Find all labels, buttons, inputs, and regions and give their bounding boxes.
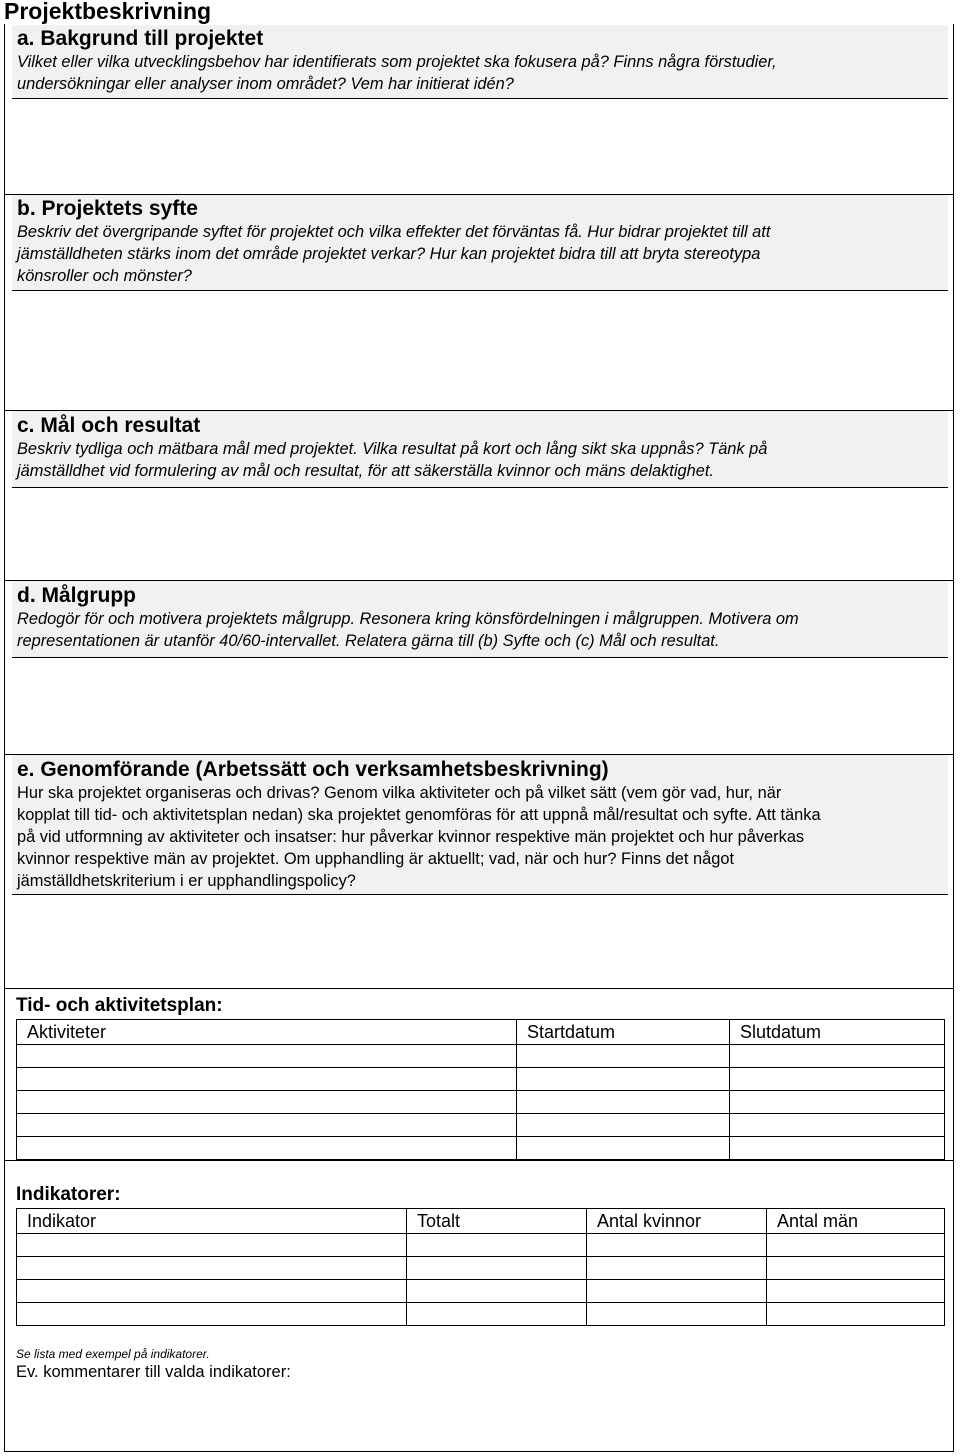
section-e-line-4: kvinnor respektive män av projektet. Om upphandling är aktuellt; vad, när och hur? Finns det något bbox=[17, 850, 735, 868]
table-cell[interactable] bbox=[407, 1280, 587, 1303]
table-cell[interactable] bbox=[767, 1257, 945, 1280]
section-b-answer-area[interactable] bbox=[12, 292, 948, 410]
table-row bbox=[17, 1280, 945, 1303]
section-b-header bbox=[12, 195, 948, 291]
table-cell[interactable] bbox=[767, 1280, 945, 1303]
page-title: Projektbeskrivning bbox=[4, 0, 212, 24]
table-cell[interactable] bbox=[17, 1091, 517, 1114]
indicators-table bbox=[16, 1208, 945, 1326]
section-d-header bbox=[12, 581, 948, 658]
section-a-line-1: Vilket eller vilka utvecklingsbehov har identifierats som projektet ska fokusera på? Finns några förstudier, bbox=[17, 53, 777, 71]
column-header-antal-man: Antal män bbox=[767, 1209, 945, 1234]
table-header-row bbox=[17, 1209, 945, 1234]
table-cell[interactable] bbox=[730, 1114, 945, 1137]
section-c-answer-area[interactable] bbox=[12, 489, 948, 580]
section-e-heading: e. Genomförande (Arbetssätt och verksamhetsbeskrivning) bbox=[17, 758, 609, 781]
section-d-line-1: Redogör för och motivera projektets målgrupp. Resonera kring könsfördelningen i målgruppen. Motivera om bbox=[17, 610, 799, 628]
section-e-answer-area[interactable] bbox=[12, 896, 948, 988]
table-cell[interactable] bbox=[587, 1234, 767, 1257]
section-e-line-2: kopplat till tid- och aktivitetsplan nedan) ska projektet genomföras för att uppnå mål/resultat och syfte. Att tänka bbox=[17, 806, 821, 824]
section-e-line-5: jämställdhetskriterium i er upphandlingspolicy? bbox=[17, 872, 356, 890]
table-row bbox=[17, 1114, 945, 1137]
section-e-line-1: Hur ska projektet organiseras och drivas? Genom vilka aktiviteter och på vilket sätt (vem gör vad, hur, när bbox=[17, 784, 782, 802]
table-cell[interactable] bbox=[587, 1280, 767, 1303]
table-cell[interactable] bbox=[730, 1045, 945, 1068]
table-row bbox=[17, 1045, 945, 1068]
table-cell[interactable] bbox=[17, 1280, 407, 1303]
table-cell[interactable] bbox=[407, 1257, 587, 1280]
table-cell[interactable] bbox=[517, 1068, 730, 1091]
section-divider bbox=[4, 988, 954, 989]
table-row bbox=[17, 1257, 945, 1280]
table-row bbox=[17, 1091, 945, 1114]
column-header-aktiviteter: Aktiviteter bbox=[17, 1020, 517, 1045]
section-d-heading: d. Målgrupp bbox=[17, 584, 136, 607]
column-header-startdatum: Startdatum bbox=[517, 1020, 730, 1045]
section-d-answer-area[interactable] bbox=[12, 659, 948, 754]
section-b-line-3: könsroller och mönster? bbox=[17, 267, 192, 285]
indicator-comments-label: Ev. kommentarer till valda indikatorer: bbox=[16, 1363, 291, 1381]
table-row bbox=[17, 1303, 945, 1326]
table-cell[interactable] bbox=[517, 1045, 730, 1068]
column-header-antal-kvinnor: Antal kvinnor bbox=[587, 1209, 767, 1234]
section-a-answer-area[interactable] bbox=[12, 100, 948, 194]
table-row bbox=[17, 1068, 945, 1091]
section-b-heading: b. Projektets syfte bbox=[17, 197, 198, 220]
table-header-row bbox=[17, 1020, 945, 1045]
table-cell[interactable] bbox=[17, 1303, 407, 1326]
section-c-line-2: jämställdhet vid formulering av mål och resultat, för att säkerställa kvinnor och mäns delaktighet. bbox=[17, 462, 714, 480]
section-a-header bbox=[12, 25, 948, 99]
activity-plan-title: Tid- och aktivitetsplan: bbox=[16, 995, 223, 1016]
table-cell[interactable] bbox=[517, 1137, 730, 1160]
activity-plan-table bbox=[16, 1019, 945, 1160]
column-header-totalt: Totalt bbox=[407, 1209, 587, 1234]
indicator-comments-area[interactable] bbox=[12, 1386, 948, 1448]
table-cell[interactable] bbox=[407, 1303, 587, 1326]
section-b-line-1: Beskriv det övergripande syftet för projektet och vilka effekter det förväntas få. Hur bidrar projektet till att bbox=[17, 223, 771, 241]
table-row bbox=[17, 1137, 945, 1160]
table-cell[interactable] bbox=[517, 1114, 730, 1137]
section-d-line-2: representationen är utanför 40/60-intervallet. Relatera gärna till (b) Syfte och (c) Mål och resultat. bbox=[17, 632, 720, 650]
section-b-line-2: jämställdheten stärks inom det område projektet verkar? Hur kan projektet bidra till att bryta stereotypa bbox=[17, 245, 761, 263]
section-c-header bbox=[12, 411, 948, 488]
table-row bbox=[17, 1234, 945, 1257]
table-cell[interactable] bbox=[17, 1137, 517, 1160]
section-divider bbox=[4, 1160, 954, 1161]
table-cell[interactable] bbox=[407, 1234, 587, 1257]
table-cell[interactable] bbox=[587, 1303, 767, 1326]
table-cell[interactable] bbox=[17, 1257, 407, 1280]
section-e-line-3: på vid utformning av aktiviteter och insatser: hur påverkar kvinnor respektive män projektet och hur påverkas bbox=[17, 828, 805, 846]
table-cell[interactable] bbox=[17, 1234, 407, 1257]
section-a-line-2: undersökningar eller analyser inom området? Vem har initierat idén? bbox=[17, 75, 514, 93]
table-cell[interactable] bbox=[730, 1068, 945, 1091]
table-cell[interactable] bbox=[730, 1091, 945, 1114]
table-cell[interactable] bbox=[17, 1045, 517, 1068]
column-header-slutdatum: Slutdatum bbox=[730, 1020, 945, 1045]
table-cell[interactable] bbox=[587, 1257, 767, 1280]
table-cell[interactable] bbox=[730, 1137, 945, 1160]
column-header-indikator: Indikator bbox=[17, 1209, 407, 1234]
indicator-list-note: Se lista med exempel på indikatorer. bbox=[16, 1347, 210, 1361]
table-cell[interactable] bbox=[517, 1091, 730, 1114]
table-cell[interactable] bbox=[17, 1068, 517, 1091]
table-cell[interactable] bbox=[767, 1234, 945, 1257]
section-c-line-1: Beskriv tydliga och mätbara mål med projektet. Vilka resultat på kort och lång sikt ska uppnås? Tänk på bbox=[17, 440, 768, 458]
indicators-title: Indikatorer: bbox=[16, 1184, 121, 1205]
section-e-header bbox=[12, 755, 948, 895]
table-cell[interactable] bbox=[767, 1303, 945, 1326]
section-a-heading: a. Bakgrund till projektet bbox=[17, 27, 264, 50]
section-c-heading: c. Mål och resultat bbox=[17, 414, 201, 437]
table-cell[interactable] bbox=[17, 1114, 517, 1137]
